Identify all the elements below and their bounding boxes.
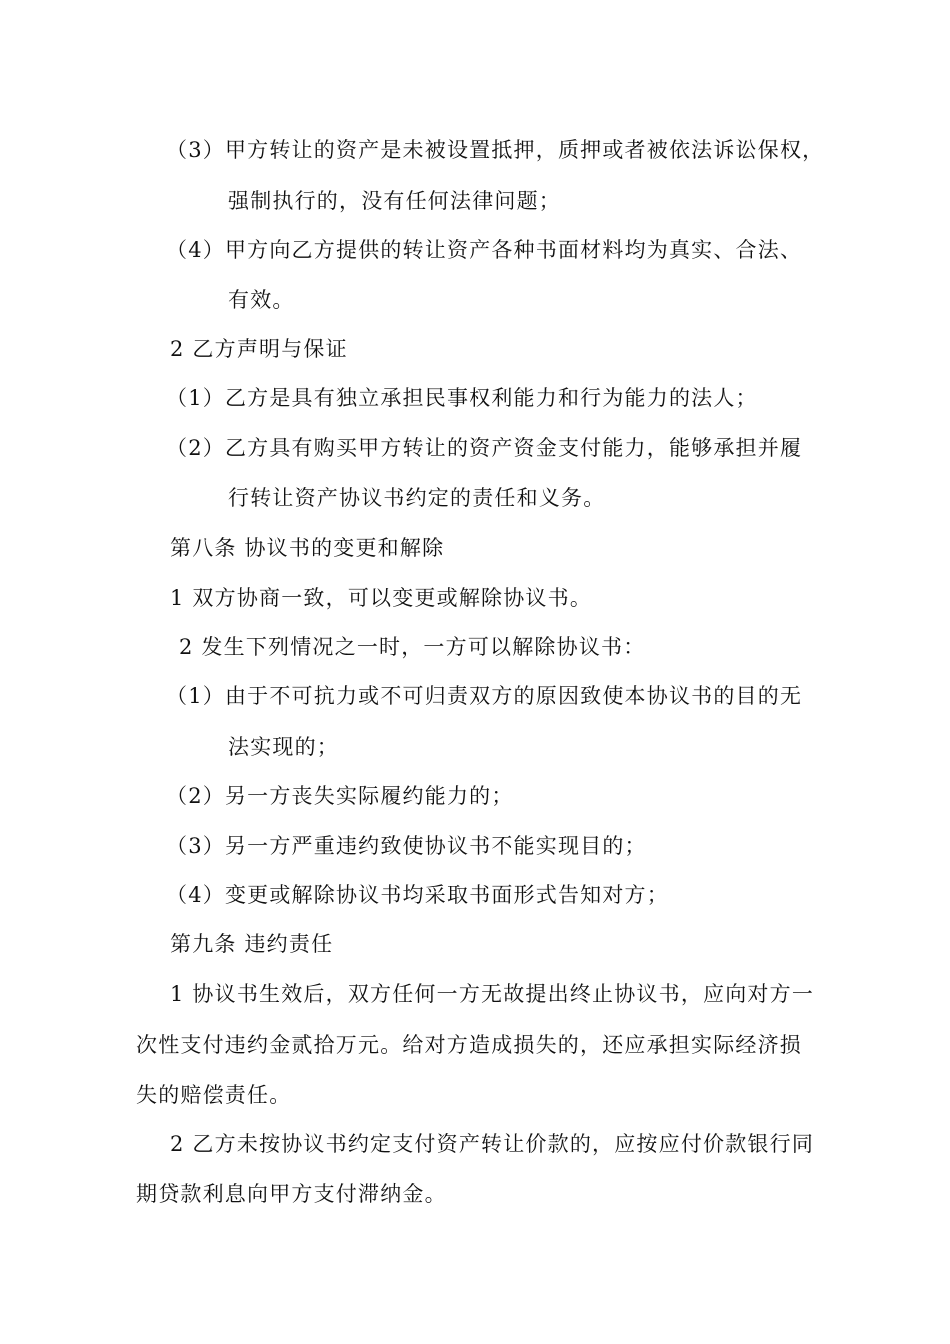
clause-line: 1 协议书生效后，双方任何一方无故提出终止协议书，应向对方一 (170, 982, 815, 1006)
clause-line: 法实现的； (228, 735, 339, 759)
clause-line: 2 发生下列情况之一时，一方可以解除协议书： (179, 635, 646, 659)
article-heading: 第九条 违约责任 (170, 932, 334, 956)
clause-line: 1 双方协商一致，可以变更或解除协议书。 (170, 586, 593, 610)
section-heading: 2 乙方声明与保证 (170, 337, 348, 361)
clause-line: （2）乙方具有购买甲方转让的资产资金支付能力，能够承担并履 (166, 436, 803, 460)
clause-line: 期贷款利息向甲方支付滞纳金。 (136, 1182, 447, 1206)
clause-line: 有效。 (228, 288, 295, 312)
clause-line: 行转让资产协议书约定的责任和义务。 (228, 486, 606, 510)
clause-line: （4）变更或解除协议书均采取书面形式告知对方； (166, 883, 669, 907)
clause-line: （1）乙方是具有独立承担民事权利能力和行为能力的法人； (166, 386, 758, 410)
clause-line: （1）由于不可抗力或不可归责双方的原因致使本协议书的目的无 (166, 684, 803, 708)
clause-line: （3）甲方转让的资产是未被设置抵押，质押或者被依法诉讼保权， (166, 138, 825, 162)
clause-line: （3）另一方严重违约致使协议书不能实现目的； (166, 834, 647, 858)
clause-line: （4）甲方向乙方提供的转让资产各种书面材料均为真实、合法、 (166, 238, 803, 262)
clause-line: 次性支付违约金贰拾万元。给对方造成损失的，还应承担实际经济损 (136, 1033, 802, 1057)
article-heading: 第八条 协议书的变更和解除 (170, 536, 445, 560)
clause-line: 失的赔偿责任。 (136, 1083, 292, 1107)
clause-line: 2 乙方未按协议书约定支付资产转让价款的，应按应付价款银行同 (170, 1132, 815, 1156)
clause-line: （2）另一方丧失实际履约能力的； (166, 784, 514, 808)
clause-line: 强制执行的，没有任何法律问题； (228, 189, 561, 213)
